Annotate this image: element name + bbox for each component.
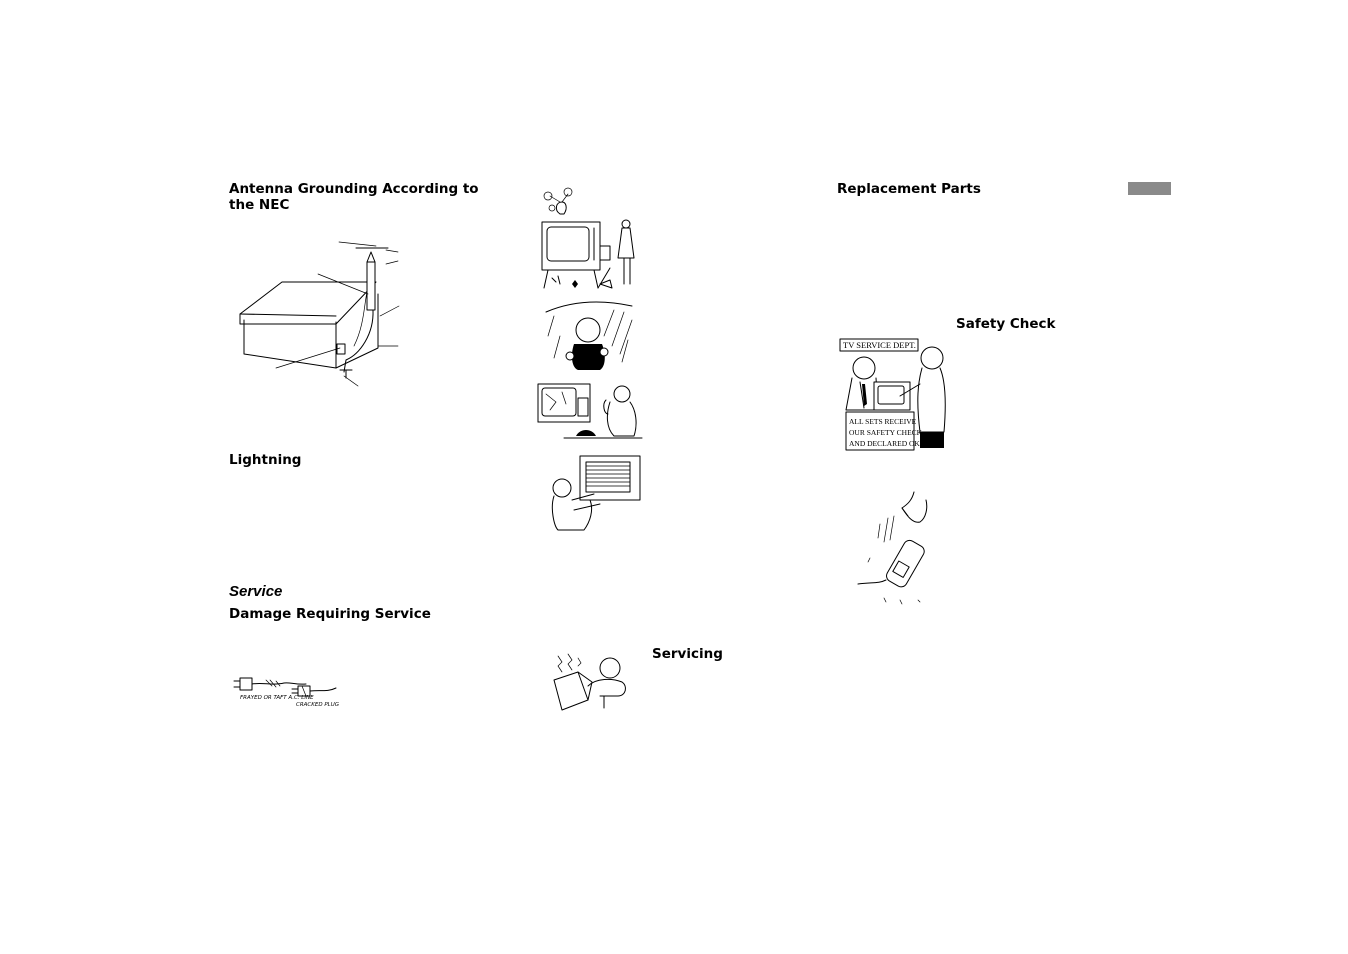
replacement-parts-heading: Replacement Parts xyxy=(837,181,981,197)
safety-sign-line-2: OUR SAFETY CHECK xyxy=(849,428,923,437)
safety-check-illustration xyxy=(838,338,950,454)
lightning-heading: Lightning xyxy=(229,452,302,468)
frayed-line-caption: FRAYED OR TAFT A.C. LINE xyxy=(240,695,314,701)
tv-objects-hazard-illustration xyxy=(538,188,646,294)
rain-exposure-illustration xyxy=(544,296,636,376)
safety-sign-line-3: AND DECLARED OK xyxy=(849,439,920,448)
cracked-plug-caption: CRACKED PLUG xyxy=(296,702,339,708)
servicing-shock-hazard-illustration xyxy=(548,652,632,714)
servicing-heading: Servicing xyxy=(652,646,723,662)
safety-check-heading: Safety Check xyxy=(956,316,1056,332)
damage-requiring-service-heading: Damage Requiring Service xyxy=(229,606,431,622)
remote-control-illustration xyxy=(856,488,936,608)
tv-service-dept-sign: TV SERVICE DEPT. xyxy=(843,340,916,350)
service-section-title: Service xyxy=(229,583,283,600)
tv-performance-change-illustration xyxy=(546,450,646,534)
antenna-grounding-diagram xyxy=(236,236,406,392)
section-tab-marker xyxy=(1128,182,1171,195)
antenna-grounding-heading: Antenna Grounding According to the NEC xyxy=(229,181,479,213)
damaged-plug-illustration xyxy=(232,670,342,712)
tv-service-call-illustration xyxy=(536,380,644,442)
safety-sign-line-1: ALL SETS RECEIVE xyxy=(849,417,917,426)
